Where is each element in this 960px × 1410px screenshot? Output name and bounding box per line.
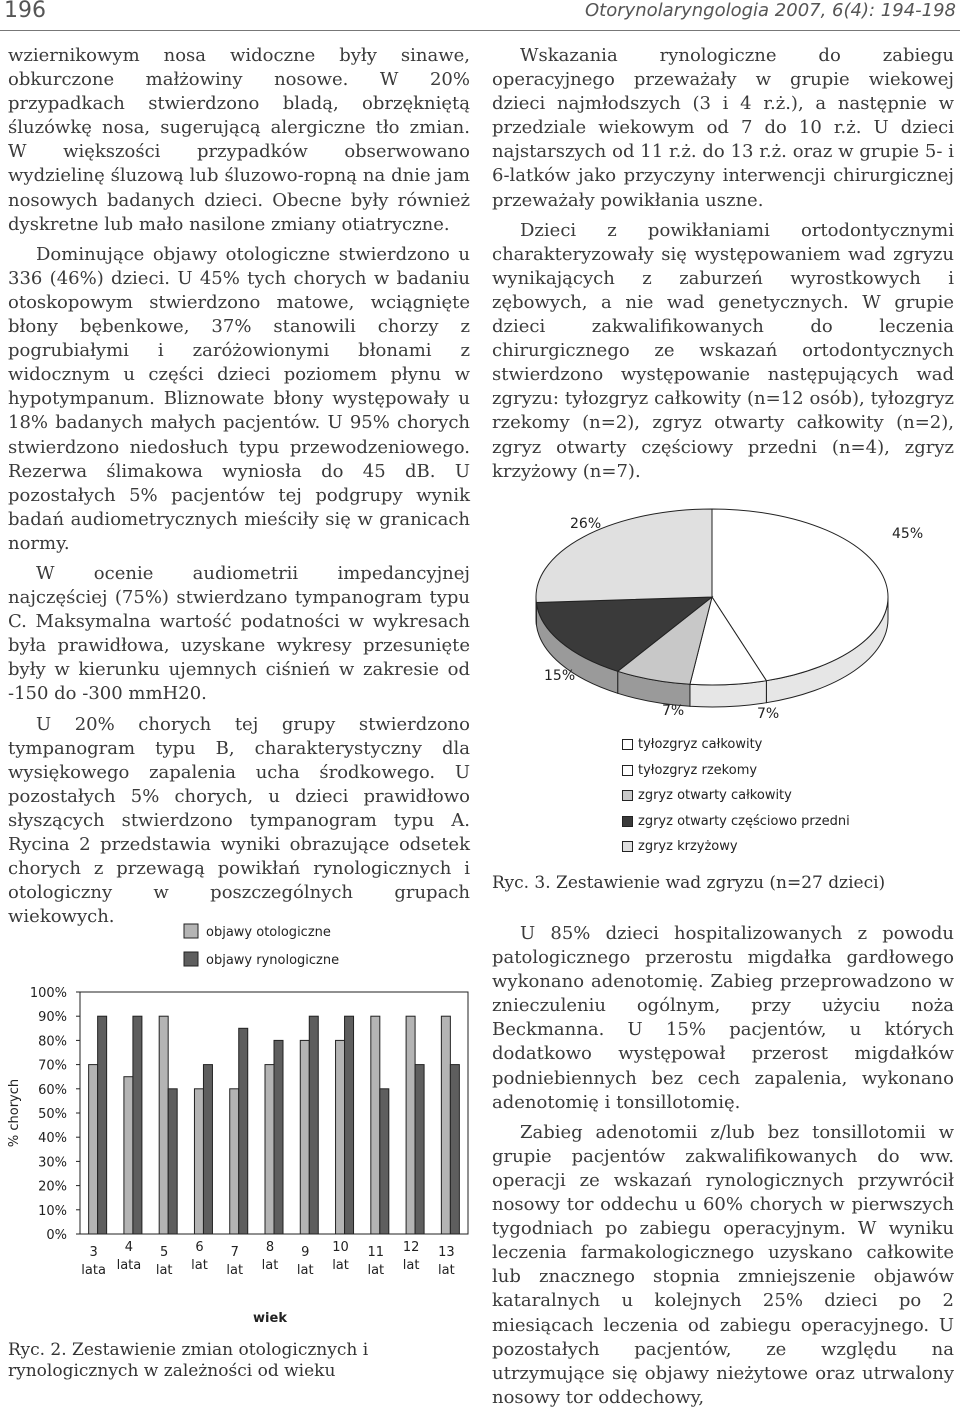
- fig2-caption: Ryc. 2. Zestawienie zmian otologicznych i rynologicznych w zależności od wieku: [8, 1340, 478, 1382]
- legend-label: zgryz otwarty całkowity: [638, 788, 792, 803]
- legend-item: [622, 783, 862, 809]
- pie-chart: [492, 500, 960, 710]
- x-axis-label: wiek: [253, 1311, 287, 1326]
- x-tick-label: lat: [262, 1258, 279, 1273]
- x-tick-label: 10: [332, 1240, 349, 1255]
- bar: [415, 1065, 424, 1234]
- x-tick-label: 3: [89, 1245, 97, 1260]
- fig3-caption: Ryc. 3. Zestawienie wad zgryzu (n=27 dzieci): [492, 873, 952, 894]
- bar: [380, 1089, 389, 1234]
- bar: [345, 1016, 354, 1234]
- pie-value-label: 45%: [892, 526, 923, 542]
- header-rule: [0, 30, 960, 31]
- page-header: [0, 0, 960, 40]
- legend-swatch: [622, 765, 633, 776]
- x-tick-label: 13: [438, 1245, 455, 1260]
- bar-chart: [0, 912, 478, 1332]
- pie-value-label: 7%: [757, 706, 779, 722]
- y-tick-label: 100%: [30, 986, 67, 1001]
- legend-label: zgryz krzyżowy: [638, 839, 738, 854]
- page-number: 196: [4, 0, 46, 23]
- x-tick-label: lat: [297, 1263, 314, 1278]
- legend-swatch: [622, 790, 633, 801]
- bar: [300, 1040, 309, 1234]
- legend-swatch: [184, 952, 198, 966]
- paragraph: Wskazania rynologiczne do zabiegu operacyjnego przeważały w grupie wiekowej dzieci najmłodszych (3 i 4 r.ż.), a następnie w przedziale wiekowym od 7 do 10 r.ż. U dzieci najstarszych od 11 r.ż. do 13 r.ż. oraz w grupie 5- i 6-latków jako przyczyny interwencji chirurgicznej przeważały powikłania uszne.: [492, 44, 954, 213]
- paragraph: Zabieg adenotomii z/lub bez tonsillotomii w grupie pacjentów zakwalifikowanych do ww. operacji ze wskazań rynologicznych przywrócił nosowy tor oddechu u 60% chorych w pierwszych tygodniach po zabiegu operacyjnym. W wyniku leczenia farmakologicznego uzyskano całkowite lub znacznego stopnia zmniejszenie objawów katаralnych u kolejnych 25% dzieci po 2 miesiącach leczenia od zabiegu operacyjnego. U pozostałych pacjentów, ze względu na utrzymujące się objawy nieżytowe oraz utrwalony nosowy tor oddechowy,: [492, 1121, 954, 1410]
- x-tick-label: lata: [117, 1258, 142, 1273]
- bar: [371, 1016, 380, 1234]
- y-tick-label: 30%: [38, 1155, 67, 1170]
- x-tick-label: 4: [125, 1240, 133, 1255]
- bar: [265, 1065, 274, 1234]
- paragraph: Dzieci z powikłaniami ortodontycznymi charakteryzowały się występowaniem wad zgryzu wynikających z zaburzeń wyrostkowych i zębowych, a nie wad genetycznych. W grupie dzieci zakwalifikowanych do leczenia chirurgicznego ze wskazań ortodontycznych stwierdzono występowanie następujących wad zgryzu: tyłozgryz całkowity (n=12 osób), tyłozgryz rzekomy (n=2), zgryz otwarty całkowity (n=2), zgryz otwarty częściowy przedni (n=4), zgryz krzyżowy (n=7).: [492, 219, 954, 484]
- pie-value-label: 7%: [662, 703, 684, 719]
- x-tick-label: 7: [231, 1245, 239, 1260]
- x-tick-label: 11: [368, 1245, 385, 1260]
- x-tick-label: 12: [403, 1240, 420, 1255]
- bar: [133, 1016, 142, 1234]
- paragraph: wziernikowym nosa widoczne były sinawe, obkurczone małżowiny nosowe. W 20% przypadkach stwierdzono bladą, obrzękniętą śluzówkę nosa, sugerującą alergiczne tło zmian. W większości przypadków obserwowano wydzielinę śluzową lub śluzowo-ropną na dnie jam nosowych badanych dzieci. Obecne były również dyskretne lub mało nasilone zmiany otiatryczne.: [8, 44, 470, 237]
- bar: [203, 1065, 212, 1234]
- y-axis-label: % chorych: [7, 1079, 22, 1147]
- legend-item: [622, 732, 862, 758]
- bar: [274, 1040, 283, 1234]
- x-tick-label: lat: [191, 1258, 208, 1273]
- bar: [336, 1040, 345, 1234]
- x-tick-label: 8: [266, 1240, 274, 1255]
- y-tick-label: 70%: [38, 1059, 67, 1074]
- y-tick-label: 20%: [38, 1180, 67, 1195]
- x-tick-label: lat: [367, 1263, 384, 1278]
- paragraph: U 85% dzieci hospitalizowanych z powodu patologicznego przerostu migdałka gardłowego wykonano adenotomię. Zabieg przeprowadzono w znieczuleniu ogólnym, przy użyciu noża Beckmanna. U 15% pacjentów, u których dodatkowo występował przerost migdałków podniebiennych bez cech zapalenia, wykonano adenotomię i tonsillotomię.: [492, 922, 954, 1115]
- x-tick-label: lat: [403, 1258, 420, 1273]
- y-tick-label: 0%: [46, 1228, 67, 1243]
- left-column: [8, 44, 470, 929]
- bar: [309, 1016, 318, 1234]
- legend-label: objawy otologiczne: [206, 925, 331, 940]
- y-tick-label: 40%: [38, 1131, 67, 1146]
- paragraph: Dominujące objawy otologiczne stwierdzono u 336 (46%) dzieci. U 45% tych chorych w badaniu otoskopowym stwierdzono matowe, wciągnięte błony bębenkowe, 37% stanowili chorzy z pogrubiałymi i zaróżowionymi błonami z widocznym u części dzieci poziomem płynu w hypotympanum. Bliznowate błony występowały u 18% badanych małych pacjentów. U 95% chorych stwierdzono niedosłuch typu przewodzeniowego. Rezerwa ślimakowa wyniosła do 45 dB. U pozostałych 5% pacjentów tej podgrupy wynik badań audiometrycznych mieściły się w granicach normy.: [8, 243, 470, 556]
- paragraph: U 20% chorych tej grupy stwierdzono tympanogram typu B, charakterystyczny dla wysiękowego zapalenia ucha środkowego. U pozostałych 5% chorych, u dzieci prawidłowo słyszących stwierdzono tympanogram typu A. Rycina 2 przedstawia wyniki obrazujące odsetek chorych z przewagą powikłań rynologicznych i otologiczny w poszczególnych grupach wiekowych.: [8, 713, 470, 930]
- x-tick-label: lat: [332, 1258, 349, 1273]
- right-column-top: [492, 44, 954, 484]
- journal-citation: Otorynolaryngologia 2007, 6(4): 194-198: [585, 0, 956, 21]
- bar: [450, 1065, 459, 1234]
- x-tick-label: lat: [438, 1263, 455, 1278]
- legend-label: objawy rynologiczne: [206, 953, 339, 968]
- x-tick-label: lat: [156, 1263, 173, 1278]
- x-tick-label: 5: [160, 1245, 168, 1260]
- legend-label: tyłozgryz całkowity: [638, 737, 762, 752]
- bar: [194, 1089, 203, 1234]
- y-tick-label: 90%: [38, 1010, 67, 1025]
- x-tick-label: 9: [301, 1245, 309, 1260]
- y-tick-label: 10%: [38, 1204, 67, 1219]
- bar: [124, 1077, 133, 1234]
- pie-value-label: 15%: [544, 668, 575, 684]
- legend-swatch: [622, 816, 633, 827]
- y-tick-label: 60%: [38, 1083, 67, 1098]
- bar: [89, 1065, 98, 1234]
- bar: [441, 1016, 450, 1234]
- legend-item: [622, 834, 862, 860]
- pie-legend: [622, 732, 862, 860]
- bar: [159, 1016, 168, 1234]
- bar: [230, 1089, 239, 1234]
- bar: [239, 1028, 248, 1234]
- x-tick-label: lat: [226, 1263, 243, 1278]
- bar: [406, 1016, 415, 1234]
- x-tick-label: 6: [195, 1240, 203, 1255]
- legend-swatch: [184, 924, 198, 938]
- legend-label: tyłozgryz rzekomy: [638, 763, 757, 778]
- paragraph: W ocenie audiometrii impedancyjnej najczęściej (75%) stwierdzano tympanogram typu C. Maksymalna wartość podatności w wykresach była prawidłowa, uzyskane wykresy przesunięte były w kierunku ujemnych ciśnień w zakresie od -150 do -300 mmH20.: [8, 562, 470, 707]
- x-tick-label: lata: [81, 1263, 106, 1278]
- bar: [168, 1089, 177, 1234]
- right-column-bottom: [492, 922, 954, 1410]
- legend-swatch: [622, 841, 633, 852]
- y-tick-label: 50%: [38, 1107, 67, 1122]
- pie-value-label: 26%: [570, 516, 601, 532]
- legend-item: [622, 758, 862, 784]
- legend-item: [622, 809, 862, 835]
- pie-slice: [536, 509, 712, 603]
- legend-swatch: [622, 739, 633, 750]
- legend-label: zgryz otwarty częściowo przedni: [638, 814, 850, 829]
- bar: [98, 1016, 107, 1234]
- y-tick-label: 80%: [38, 1034, 67, 1049]
